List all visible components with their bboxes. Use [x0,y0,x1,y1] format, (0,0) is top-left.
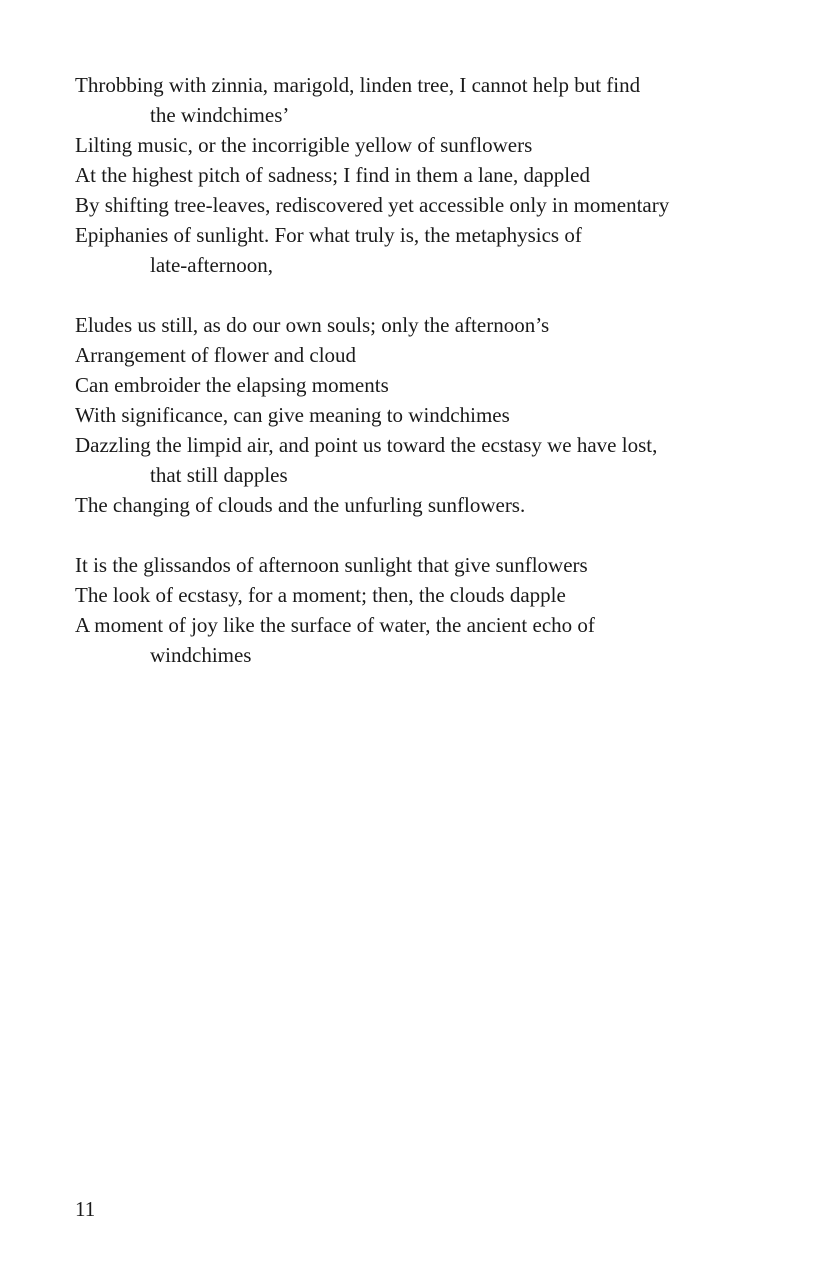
poem-line: Eludes us still, as do our own souls; only the afternoon’s [75,313,550,337]
stanza-2 [75,310,775,520]
poem-line: Dazzling the limpid air, and point us toward the ecstasy we have lost, [75,433,658,457]
poem-line: By shifting tree-leaves, rediscovered yet accessible only in momentary [75,193,670,217]
poem-line: A moment of joy like the surface of water, the ancient echo of [75,613,595,637]
poem-line: With significance, can give meaning to windchimes [75,403,510,427]
poem-line: Epiphanies of sunlight. For what truly is, the metaphysics of [75,223,582,247]
poem-line-continuation: that still dapples [150,463,288,487]
poem-body [75,70,775,670]
poem-line: Can embroider the elapsing moments [75,373,389,397]
poem-line: Throbbing with zinnia, marigold, linden tree, I cannot help but find [75,73,641,97]
stanza-3 [75,550,775,670]
poem-line: Arrangement of flower and cloud [75,343,357,367]
poem-line: At the highest pitch of sadness; I find in them a lane, dappled [75,163,590,187]
poem-line: The changing of clouds and the unfurling sunflowers. [75,493,526,517]
poem-line: Lilting music, or the incorrigible yellow of sunflowers [75,133,533,157]
poem-line-continuation: the windchimes’ [150,103,290,127]
poem-line-continuation: windchimes [150,643,252,667]
page-number: 11 [75,1197,96,1221]
stanza-1 [75,70,775,280]
poem-line: It is the glissandos of afternoon sunlight that give sunflowers [75,553,588,577]
poem-line: The look of ecstasy, for a moment; then, the clouds dapple [75,583,566,607]
poem-line-continuation: late-afternoon, [150,253,274,277]
